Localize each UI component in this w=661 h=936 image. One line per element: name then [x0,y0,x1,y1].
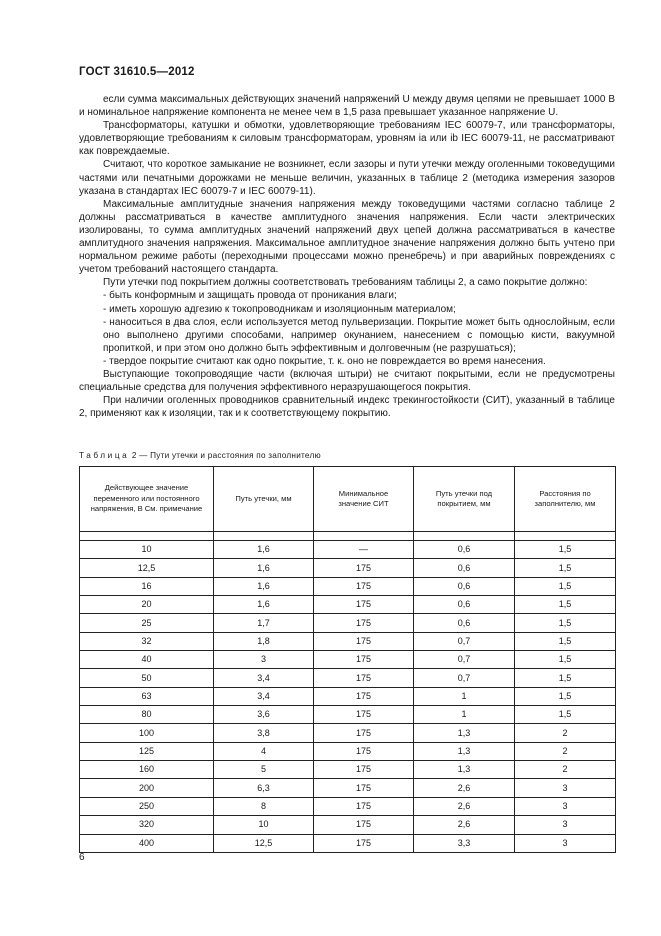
paragraph: если сумма максимальных действующих значений напряжений U между двумя цепями не превышает 1000 В и номинальное напряжение компонента не менее чем в 1,5 раза превышает указанное напряжение U. [79,94,615,119]
table-cell: 175 [314,559,414,577]
table-cell: 1,5 [515,596,616,614]
table-caption-label: Таблица [79,451,130,460]
table-row [80,559,616,577]
table-cell: 2,6 [414,816,515,834]
document-header: ГОСТ 31610.5—2012 [79,66,195,78]
header-voltage: Действующее значение переменного или постоянного напряжения, В См. примечание [80,467,214,532]
header-cti: Минимальное значение СИТ [314,467,414,532]
table-cell: 1,6 [214,577,314,595]
list-item: - наноситься в два слоя, если используется метод пульверизации. Покрытие может быть однослойным, если оно выполнено другими способами, например окунанием, нанесением с помощью кисти, вакуумной пропиткой, и при этом оно должно быть эффективным и долговечным (не разрушаться); [103,316,615,354]
table-cell: 125 [80,742,214,760]
table-cell: 3 [515,797,616,815]
table-cell: 1,3 [414,761,515,779]
table-cell: 175 [314,687,414,705]
table-cell: 1,3 [414,742,515,760]
table-row [80,614,616,632]
table-cell: 3,4 [214,669,314,687]
list-item: - быть конформным и защищать провода от проникания влаги; [103,290,397,302]
table-cell: 0,6 [414,541,515,559]
table-header-row [80,467,616,532]
table-cell: 3,8 [214,724,314,742]
page-number: 6 [79,852,85,863]
table-cell: 80 [80,706,214,724]
table-cell: 12,5 [80,559,214,577]
table-cell: 3 [214,651,314,669]
table-cell: 3 [515,816,616,834]
table-cell: 0,7 [414,632,515,650]
table-cell: 250 [80,797,214,815]
table-cell: 1,5 [515,706,616,724]
table-cell: 1,3 [414,724,515,742]
table-cell: 10 [80,541,214,559]
table-cell: 1,5 [515,614,616,632]
table-row [80,797,616,815]
paragraph: При наличии оголенных проводников сравнительный индекс трекингостойкости (СИТ), указанный в таблице 2, применяют как к изоляции, так и к соответствующему покрытию. [79,395,615,420]
table-caption-text: 2 — Пути утечки и расстояния по заполнителю [129,451,321,460]
list-item: - иметь хорошую адгезию к токопроводникам и изоляционным материалом; [103,303,456,315]
table-cell: 175 [314,706,414,724]
paragraph: Выступающие токопроводящие части (включая штыри) не считают покрытыми, если не предусмотрены специальные средства для получения эффективного неразрушающегося покрытия. [79,368,615,394]
body-text [79,93,615,420]
table-cell: 12,5 [214,834,314,852]
list-item: - твердое покрытие считают как одно покрытие, т. к. оно не повреждается во время нанесения. [103,355,546,367]
table-cell: 1,5 [515,669,616,687]
table-cell: 175 [314,816,414,834]
table-cell: 1,5 [515,651,616,669]
table-cell: 1 [414,687,515,705]
table-cell: 0,6 [414,559,515,577]
table-row [80,687,616,705]
table-row [80,706,616,724]
paragraph: Максимальные амплитудные значения напряжения между токоведущими частями согласно таблице 2 должны рассматриваться в качестве амплитудного значения напряжения. Если части электрических изолированы, то сумма амплитудных значений напряжений двух цепей должна рассматриваться в качестве амплитудного значения напряжения. Максимальное амплитудное значение напряжения должно быть учтено при нормальном режиме работы (переходными процессами можно пренебречь) и при аварийных повреждениях с учетом требований настоящего стандарта. [79,198,615,276]
table-cell: 175 [314,724,414,742]
paragraph: Считают, что короткое замыкание не возникнет, если зазоры и пути утечки между оголенными токоведущими частями или печатными дорожками не меньше величин, указанных в таблице 2 (методика измерения зазоров указана в стандартах IEC 60079-7 и IEC 60079-11). [79,159,615,197]
table-cell: 175 [314,834,414,852]
table-row [80,669,616,687]
table-row [80,834,616,852]
table-cell: 2 [515,761,616,779]
table-cell: 6,3 [214,779,314,797]
header-creepage: Путь утечки, мм [214,467,314,532]
table-cell: 0,6 [414,596,515,614]
table-cell: 25 [80,614,214,632]
table-row [80,541,616,559]
table-cell: 4 [214,742,314,760]
table-cell: 3 [515,779,616,797]
table-caption [79,451,321,460]
table-cell: 3,4 [214,687,314,705]
table-cell: 2,6 [414,797,515,815]
table-row [80,596,616,614]
table-cell: 175 [314,632,414,650]
table-cell: 50 [80,669,214,687]
table-row [80,632,616,650]
table-cell: 0,6 [414,577,515,595]
table-cell: 175 [314,669,414,687]
table-cell: 1,6 [214,541,314,559]
table-cell: 2 [515,724,616,742]
table-cell: 1,5 [515,559,616,577]
table-row [80,816,616,834]
table-cell: — [314,541,414,559]
table-spacer-row [80,532,616,541]
table-cell: 175 [314,614,414,632]
table-cell: 175 [314,779,414,797]
table-cell: 5 [214,761,314,779]
table-cell: 16 [80,577,214,595]
table-cell: 175 [314,797,414,815]
header-filler-distance: Расстояния по заполнителю, мм [515,467,616,532]
table-cell: 8 [214,797,314,815]
table-cell: 320 [80,816,214,834]
table-cell: 160 [80,761,214,779]
table-cell: 40 [80,651,214,669]
table-row [80,779,616,797]
table-row [80,742,616,760]
table-cell: 1,7 [214,614,314,632]
table-cell: 400 [80,834,214,852]
table-cell: 175 [314,742,414,760]
table-cell: 0,7 [414,669,515,687]
table-cell: 2 [515,742,616,760]
paragraph: Трансформаторы, катушки и обмотки, удовлетворяющие требованиям IEC 60079-7, или трансформаторы, удовлетворяющие требованиям к силовым трансформаторам, уровням ia или ib IEC 60079-11, не рассматривают как повреждаемые. [79,120,615,158]
table-cell: 32 [80,632,214,650]
header-creepage-coating: Путь утечки под покрытием, мм [414,467,515,532]
table-cell: 20 [80,596,214,614]
table-cell: 2,6 [414,779,515,797]
table-cell: 175 [314,761,414,779]
table-cell: 1 [414,706,515,724]
table-cell: 175 [314,651,414,669]
table-cell: 1,5 [515,541,616,559]
table-cell: 1,5 [515,687,616,705]
table-cell: 175 [314,596,414,614]
table-cell: 3 [515,834,616,852]
table-cell: 1,6 [214,596,314,614]
table-cell: 3,6 [214,706,314,724]
table-row [80,724,616,742]
table-cell: 1,5 [515,632,616,650]
table-cell: 3,3 [414,834,515,852]
table-cell: 175 [314,577,414,595]
table-cell: 1,6 [214,559,314,577]
table-cell: 10 [214,816,314,834]
table-cell: 100 [80,724,214,742]
table-row [80,651,616,669]
table-cell: 0,7 [414,651,515,669]
table-row [80,577,616,595]
table-cell: 0,6 [414,614,515,632]
creepage-table [79,466,616,853]
paragraph: Пути утечки под покрытием должны соответствовать требованиям таблицы 2, а само покрытие должно: [103,277,588,289]
table-cell: 63 [80,687,214,705]
table-cell: 1,8 [214,632,314,650]
table-cell: 1,5 [515,577,616,595]
table-row [80,761,616,779]
table-cell: 200 [80,779,214,797]
